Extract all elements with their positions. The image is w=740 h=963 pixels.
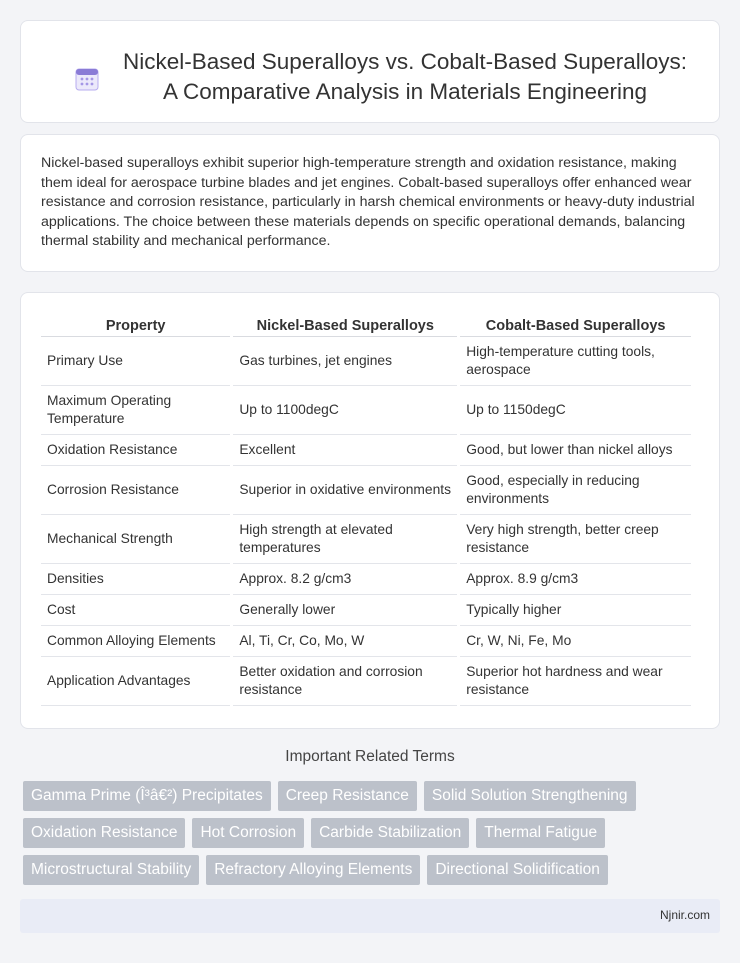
table-cell: Up to 1100degC	[233, 386, 457, 435]
table-row	[41, 435, 691, 466]
title-card	[20, 20, 720, 123]
comparison-card	[20, 292, 720, 729]
calendar-icon	[74, 66, 100, 92]
table-cell: Application Advantages	[41, 657, 230, 706]
table-cell: Superior hot hardness and wear resistance	[460, 657, 691, 706]
page-title	[111, 47, 699, 107]
table-cell: Cr, W, Ni, Fe, Mo	[460, 626, 691, 657]
table-row	[41, 657, 691, 706]
table-row	[41, 515, 691, 564]
table-row	[41, 564, 691, 595]
footer	[20, 899, 720, 933]
table-header-row	[41, 307, 691, 337]
column-header-nickel: Nickel-Based Superalloys	[233, 307, 457, 337]
table-row	[41, 337, 691, 386]
related-term-tag[interactable]: Hot Corrosion	[192, 818, 304, 848]
table-cell: Good, but lower than nickel alloys	[460, 435, 691, 466]
related-term-tag[interactable]: Creep Resistance	[278, 781, 417, 811]
table-cell: Superior in oxidative environments	[233, 466, 457, 515]
table-cell: Cost	[41, 595, 230, 626]
table-cell: Maximum Operating Temperature	[41, 386, 230, 435]
comparison-table	[38, 307, 694, 706]
table-cell: Typically higher	[460, 595, 691, 626]
related-term-tag[interactable]: Microstructural Stability	[23, 855, 199, 885]
related-term-tag[interactable]: Refractory Alloying Elements	[206, 855, 420, 885]
related-terms	[23, 781, 723, 892]
related-term-tag[interactable]: Gamma Prime (Î³â€²) Precipitates	[23, 781, 271, 811]
tag-row	[23, 818, 723, 848]
table-row	[41, 626, 691, 657]
table-row	[41, 466, 691, 515]
summary-text: Nickel-based superalloys exhibit superior high-temperature strength and oxidation resistance, making them ideal for aerospace turbine blades and jet engines. Cobalt-based superalloys offer enhanced wear resistance and corrosion resistance, particularly in harsh chemical environments or heavy-duty industrial applications. The choice between these materials depends on specific operational demands, balancing thermal stability and mechanical performance.	[41, 155, 695, 249]
table-cell: Densities	[41, 564, 230, 595]
table-cell: Oxidation Resistance	[41, 435, 230, 466]
table-cell: High strength at elevated temperatures	[233, 515, 457, 564]
table-cell: Better oxidation and corrosion resistance	[233, 657, 457, 706]
table-cell: Approx. 8.9 g/cm3	[460, 564, 691, 595]
table-cell: Corrosion Resistance	[41, 466, 230, 515]
table-cell: Common Alloying Elements	[41, 626, 230, 657]
tag-row	[23, 781, 723, 811]
footer-site-link[interactable]: Njnir.com	[659, 908, 710, 922]
table-cell: Up to 1150degC	[460, 386, 691, 435]
tag-row	[23, 855, 723, 885]
page-title-line-1: Nickel-Based Superalloys vs. Cobalt-Based Superalloys:	[122, 49, 688, 74]
table-cell: Primary Use	[41, 337, 230, 386]
table-cell: Good, especially in reducing environments	[460, 466, 691, 515]
table-cell: Very high strength, better creep resistance	[460, 515, 691, 564]
table-cell: Mechanical Strength	[41, 515, 230, 564]
table-cell: Gas turbines, jet engines	[233, 337, 457, 386]
page-title-line-2: A Comparative Analysis in Materials Engineering	[163, 79, 647, 104]
summary-card	[20, 134, 720, 272]
related-term-tag[interactable]: Oxidation Resistance	[23, 818, 185, 848]
related-term-tag[interactable]: Carbide Stabilization	[311, 818, 469, 848]
column-header-cobalt: Cobalt-Based Superalloys	[460, 307, 691, 337]
table-row	[41, 386, 691, 435]
table-cell: Al, Ti, Cr, Co, Mo, W	[233, 626, 457, 657]
table-cell: Generally lower	[233, 595, 457, 626]
related-term-tag[interactable]: Thermal Fatigue	[476, 818, 605, 848]
table-cell: High-temperature cutting tools, aerospace	[460, 337, 691, 386]
column-header-property: Property	[41, 307, 230, 337]
related-terms-heading: Important Related Terms	[285, 748, 455, 765]
related-term-tag[interactable]: Solid Solution Strengthening	[424, 781, 636, 811]
table-cell: Approx. 8.2 g/cm3	[233, 564, 457, 595]
table-row	[41, 595, 691, 626]
related-term-tag[interactable]: Directional Solidification	[427, 855, 608, 885]
table-cell: Excellent	[233, 435, 457, 466]
